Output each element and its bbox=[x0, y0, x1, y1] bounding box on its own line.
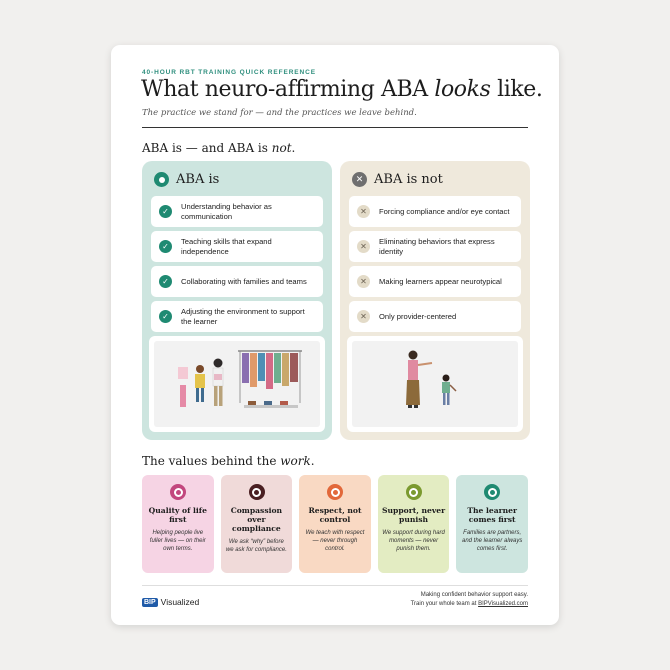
value-card: Quality of life first Helping people live fuller lives — on their own terms. bbox=[142, 475, 214, 573]
list-item: ✕ Only provider-centered bbox=[349, 301, 521, 332]
target-icon bbox=[327, 484, 343, 500]
x-icon: ✕ bbox=[357, 240, 370, 253]
list-item: ✓ Collaborating with families and teams bbox=[151, 266, 323, 297]
target-icon bbox=[170, 484, 186, 500]
brand-logo bbox=[142, 597, 199, 607]
illustration-shopping bbox=[149, 336, 325, 432]
reference-sheet bbox=[111, 45, 559, 625]
illustration-pointing bbox=[347, 336, 523, 432]
values-cards bbox=[142, 475, 528, 573]
footer-text bbox=[411, 591, 528, 608]
aba-is-title: ABA is bbox=[176, 172, 220, 187]
aba-is-not-title: ABA is not bbox=[374, 172, 443, 187]
list-item: ✓ Teaching skills that expand independence bbox=[151, 231, 323, 262]
list-item: ✕ Eliminating behaviors that express identity bbox=[349, 231, 521, 262]
pointing-illustration-icon bbox=[352, 341, 518, 427]
logo-text: Visualized bbox=[160, 597, 200, 607]
logo-mark: BIP bbox=[144, 598, 156, 606]
shopping-illustration-icon bbox=[154, 341, 320, 427]
x-icon: ✕ bbox=[357, 205, 370, 218]
list-item: ✕ Making learners appear neurotypical bbox=[349, 266, 521, 297]
aba-is-not-panel bbox=[340, 161, 530, 440]
list-item: ✓ Understanding behavior as communication bbox=[151, 196, 323, 227]
aba-is-panel bbox=[142, 161, 332, 440]
footer-divider bbox=[142, 585, 528, 586]
eyebrow: 40-HOUR RBT TRAINING QUICK REFERENCE bbox=[142, 69, 316, 76]
x-icon: ✕ bbox=[357, 310, 370, 323]
title-divider bbox=[142, 127, 528, 128]
target-icon bbox=[484, 484, 500, 500]
target-icon bbox=[249, 484, 265, 500]
list-item: ✓ Adjusting the environment to support the learner bbox=[151, 301, 323, 332]
check-icon: ✓ bbox=[159, 205, 172, 218]
check-icon: ✓ bbox=[159, 240, 172, 253]
page-subtitle: The practice we stand for — and the practices we leave behind. bbox=[142, 108, 417, 118]
value-card: The learner comes first Families are partners, and the learner always comes first. bbox=[456, 475, 528, 573]
page-title: What neuro-affirming ABA looks like. bbox=[141, 77, 543, 102]
target-icon bbox=[406, 484, 422, 500]
list-item: ✕ Forcing compliance and/or eye contact bbox=[349, 196, 521, 227]
footer-cta: Train your whole team at BIPVisualized.com bbox=[410, 600, 528, 607]
check-icon: ✓ bbox=[159, 275, 172, 288]
value-card: Respect, not control We teach with respect — never through control. bbox=[299, 475, 371, 573]
x-icon: ✕ bbox=[357, 275, 370, 288]
target-icon bbox=[154, 172, 169, 187]
values-heading: The values behind the work. bbox=[142, 454, 315, 468]
footer-tagline: Making confident behavior support easy. bbox=[420, 592, 528, 598]
check-icon: ✓ bbox=[159, 310, 172, 323]
comparison-heading: ABA is — and ABA is not. bbox=[142, 141, 296, 155]
website-link[interactable]: BIPVisualized.com bbox=[478, 600, 528, 607]
value-card: Support, never punish We support during hard moments — never punish them. bbox=[378, 475, 450, 573]
x-circle-icon: ✕ bbox=[352, 172, 367, 187]
value-card: Compassion over compliance We ask “why” before we ask for compliance. bbox=[221, 475, 293, 573]
